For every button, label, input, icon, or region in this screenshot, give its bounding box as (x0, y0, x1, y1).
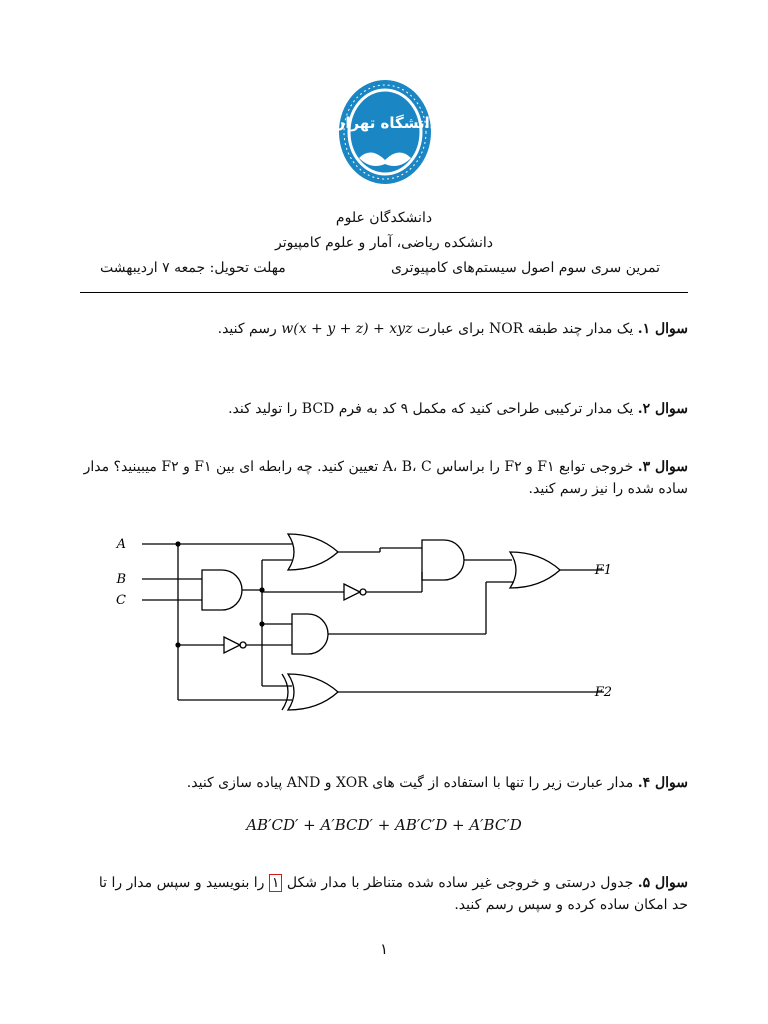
question-label: سوال ۲. (637, 401, 688, 417)
assignment-title: تمرین سری سوم اصول سیستم‌های کامپیوتری (390, 260, 660, 276)
page-number: ۱ (379, 940, 389, 958)
question-text: را بنویسید و سپس مدار را تا حد امکان ساده کرده و سپس رسم کنید. (98, 875, 688, 913)
deadline: مهلت تحویل: جمعه ۷ اردیبهشت (100, 260, 286, 276)
boolean-expression: AB′CD′ + A′BCD′ + AB′C′D + A′BC′D (246, 816, 522, 834)
question-text: یک مدار ترکیبی طراحی کنید که مکمل ۹ کد به فرم BCD را تولید کند. (228, 401, 634, 417)
figure-reference-link[interactable]: ۱ (269, 874, 283, 892)
question-formula: w(x + y + z) + xyz (281, 321, 413, 337)
logic-circuit-diagram (116, 524, 640, 714)
faculty-title: دانشکدگان علوم (335, 210, 433, 226)
question-text: خروجی توابع F۱ و F۲ را براساس A، B، C تعیین کنید. چه رابطه ای بین F۱ و F۲ میبینید؟ مدار ساده شده را نیز رسم کنید. (83, 459, 688, 497)
school-title: دانشکده ریاضی، آمار و علوم کامپیوتر (275, 235, 493, 251)
output-label-f2: F2 (594, 685, 612, 700)
question-label: سوال ۳. (637, 459, 688, 475)
question-2 (80, 398, 688, 420)
question-5 (80, 872, 688, 916)
question-text: جدول درستی و خروجی غیر ساده شده متناظر با مدار شکل (286, 875, 634, 891)
question-label: سوال ۵. (637, 875, 688, 891)
question-4 (80, 772, 688, 794)
output-label-f1: F1 (594, 563, 612, 578)
question-label: سوال ۱. (637, 321, 688, 337)
input-label-a: A (116, 537, 126, 552)
question-text: رسم کنید. (217, 321, 277, 337)
university-logo (332, 78, 438, 186)
question-label: سوال ۴. (637, 775, 688, 791)
input-label-b: B (116, 572, 126, 587)
logo-text: دانشگاه تهران (332, 114, 438, 132)
question-text: یک مدار چند طبقه NOR برای عبارت (416, 321, 634, 337)
question-1 (80, 318, 688, 340)
question-3 (80, 456, 688, 500)
header-divider (80, 292, 688, 293)
question-text: مدار عبارت زیر را تنها با استفاده از گیت های XOR و AND پیاده سازی کنید. (186, 775, 634, 791)
input-label-c: C (116, 593, 126, 608)
